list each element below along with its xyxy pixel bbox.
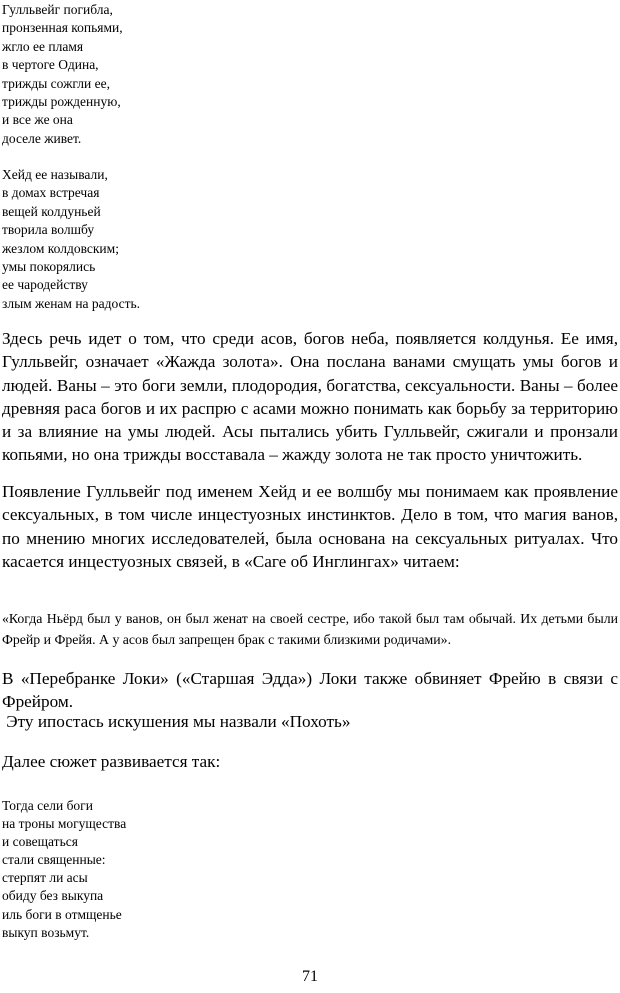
verse-line: ее чародейству	[2, 277, 88, 293]
verse-line: стерпят ли асы	[2, 870, 88, 886]
verse-line: обиду без выкупа	[2, 888, 104, 904]
paragraph-lust: Эту ипостась искушения мы назвали «Похоть»	[2, 712, 351, 731]
verse-line: трижды сожгли ее,	[2, 75, 110, 91]
verse-line: жезлом колдовским;	[2, 240, 119, 256]
verse-stanza-1	[2, 1, 123, 148]
verse-line: иль боги в отмщенье	[2, 906, 122, 922]
verse-line: в чертоге Одина,	[2, 57, 99, 73]
paragraph-gullveig: Здесь речь идет о том, что среди асов, богов неба, появляется колдунья. Ее имя, Гулльвейг, означает «Жажда золота». Она послана ванами смущать умы богов и людей. Ваны – это боги земли, плодородия, богатства, сексуальности. Ваны – более древняя раса богов и их распрю с асами можно понимать как борьбу за территорию и за влияние на умы людей. Асы пытались убить Гулльвейг, сжигали и пронзали копьями, но она трижды восставала – жажду золота не так просто уничтожить.	[2, 329, 618, 465]
verse-line: Тогда сели боги	[2, 798, 93, 813]
verse-line: злым женам на радость.	[2, 295, 141, 311]
page-number: 71	[302, 968, 318, 985]
verse-line: трижды рожденную,	[2, 94, 121, 110]
verse-line: на троны могущества	[2, 816, 127, 832]
paragraph-heid: Появление Гулльвейг под именем Хейд и ее волшбу мы понимаем как проявление сексуальных, в том числе инцестуозных инстинктов. Дело в том, что магия ванов, по мнению многих исследователей, была основана на сексуальных ритуалах. Что касается инцестуозных связей, в «Саге об Инглингах» читаем:	[2, 482, 618, 571]
verse-line: Хейд ее называли,	[2, 167, 108, 182]
verse-stanza-3	[2, 797, 126, 942]
saga-quote: «Когда Ньёрд был у ванов, он был женат на своей сестре, ибо такой был там обычай. Их детьми были Фрейр и Фрейя. А у асов был запрещен брак с такими близкими родичами».	[2, 611, 618, 647]
verse-line: умы покорялись	[2, 259, 96, 275]
verse-line: творила волшбу	[2, 222, 95, 238]
paragraph-plot-intro: Далее сюжет развивается так:	[2, 752, 221, 771]
verse-line: вещей колдуньей	[2, 203, 101, 219]
verse-line: доселе живет.	[2, 130, 82, 146]
verse-line: пронзенная копьями,	[2, 20, 123, 36]
verse-line: и все же она	[2, 112, 73, 128]
verse-line: жгло ее пламя	[2, 38, 84, 54]
paragraph-lokasenna: В «Перебранке Локи» («Старшая Эдда») Локи также обвиняет Фрейю в связи с Фрейром.	[2, 669, 618, 712]
verse-line: и совещаться	[2, 834, 78, 850]
verse-line: в домах встречая	[2, 185, 100, 201]
verse-stanza-2	[2, 166, 140, 313]
verse-line: выкуп возьмут.	[2, 924, 90, 940]
verse-line: Гулльвейг погибла,	[2, 2, 113, 17]
verse-line: стали священные:	[2, 852, 106, 868]
